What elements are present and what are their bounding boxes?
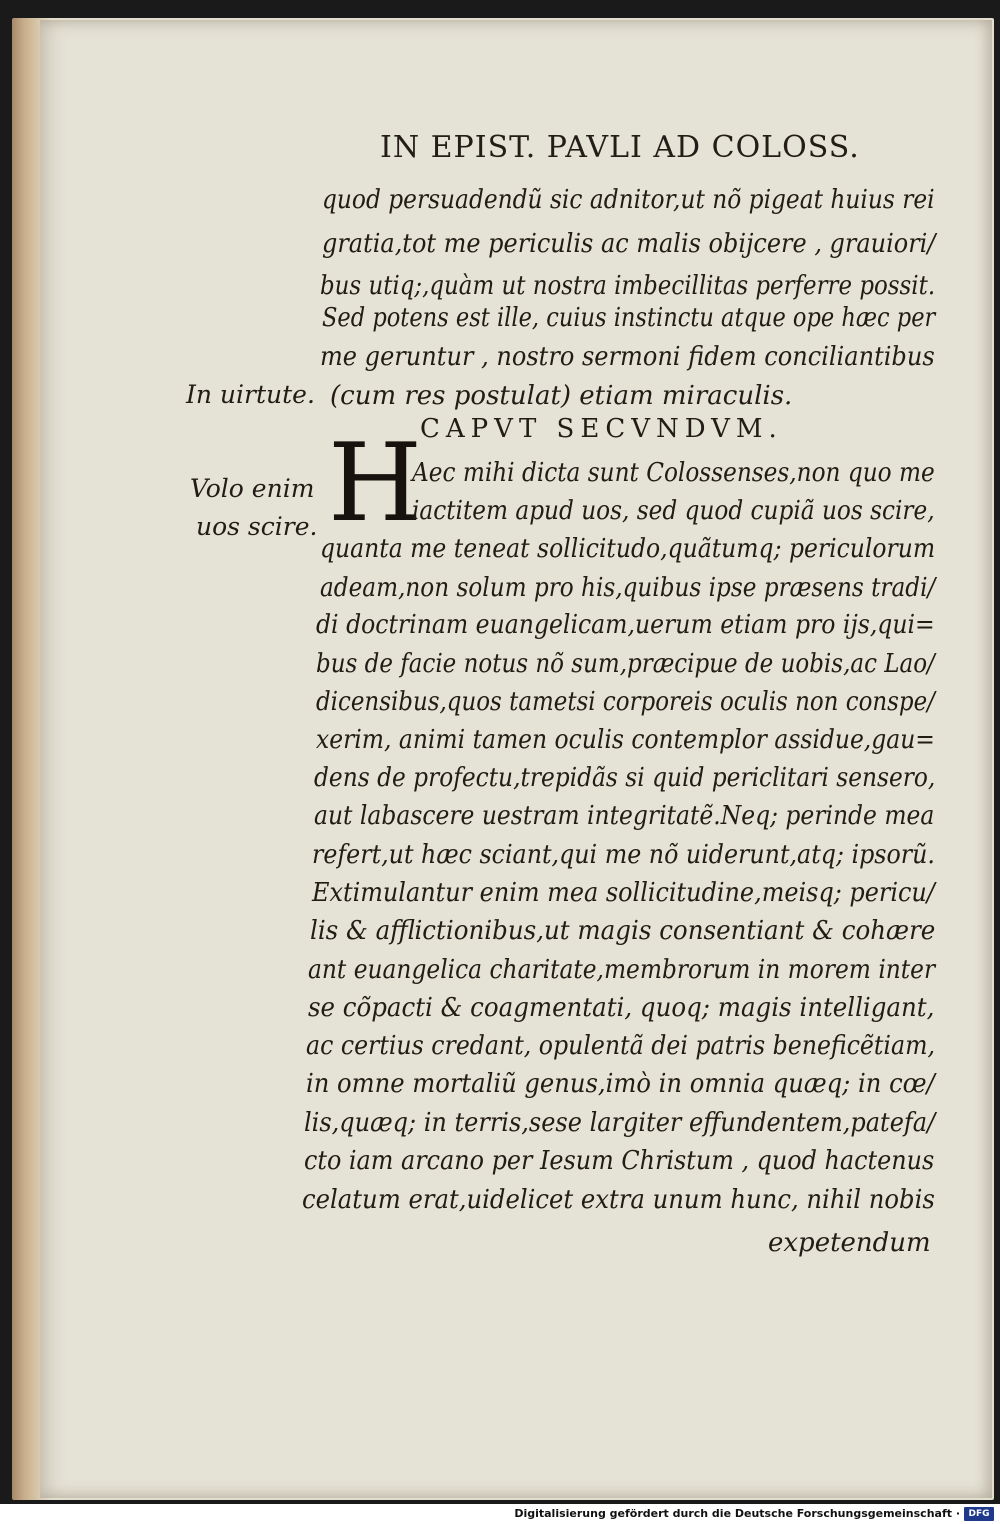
drop-cap: H [328,421,423,546]
dfg-logo: DFG [964,1507,994,1521]
text-line: gratia,tot me periculis ac malis obijcere , grauiori/ [322,229,936,259]
text-line: xerim, animi tamen oculis contemplor assidue,gau= [316,725,935,755]
text-line: di doctrinam euangelicam,uerum etiam pro ijs,qui= [316,610,935,640]
text-line: lis,quæq; in terris,sese largiter effundentem,patefa/ [304,1108,936,1138]
digitization-footer [0,1504,1000,1524]
text-line: ac certius credant, opulentã dei patris beneficẽtiam, [306,1031,935,1061]
text-line: se cõpacti & coagmentati, quoq; magis intelligant, [308,993,935,1023]
text-line: quod persuadendũ sic adnitor,ut nõ pigeat huius rei [322,185,935,215]
text-line: dens de profectu,trepidãs si quid periclitari sensero, [314,763,936,793]
text-line: refert,ut hæc sciant,qui me nõ uiderunt,atq; ipsorũ. [312,840,935,870]
text-line: Aec mihi dicta sunt Colossenses,non quo me [412,458,935,488]
text-line: adeam,non solum pro his,quibus ipse præsens tradi/ [320,573,936,603]
text-line: aut labascere uestram integritatẽ.Neq; perinde mea [314,801,935,831]
running-header: IN EPIST. PAVLI AD COLOSS. [380,130,860,165]
text-line: dicensibus,quos tametsi corporeis oculis non conspe/ [316,687,935,717]
margin-note: In uirtute. [186,380,315,409]
margin-note: uos scire. [196,512,318,541]
catchword: expetendum [768,1228,931,1258]
text-line: bus de facie notus nõ sum,præcipue de uobis,ac Lao/ [316,649,935,679]
text-line: bus utiq;,quàm ut nostra imbecillitas perferre possit. [320,271,936,301]
text-line: Extimulantur enim mea sollicitudine,meisq; pericu/ [312,878,935,908]
footer-credit: Digitalisierung gefördert durch die Deutsche Forschungsgemeinschaft · [514,1507,960,1520]
text-line: in omne mortaliũ genus,imò in omnia quæq; in cœ/ [306,1069,935,1099]
text-line: quanta me teneat sollicitudo,quãtumq; periculorum [320,534,936,564]
text-line: celatum erat,uidelicet extra unum hunc, nihil nobis [302,1185,935,1215]
text-line: lis & afflictionibus,ut magis consentiant & cohære [310,916,936,946]
margin-note: Volo enim [190,474,315,503]
text-line: iactitem apud uos, sed quod cupiã uos scire, [412,496,935,526]
text-line: (cum res postulat) etiam miraculis. [330,381,793,411]
text-line: cto iam arcano per Iesum Christum , quod hactenus [304,1146,935,1176]
text-line: Sed potens est ille, cuius instinctu atque ope hæc per [322,303,936,333]
chapter-heading: CAPVT SECVNDVM. [420,414,783,444]
text-line: ant euangelica charitate,membrorum in morem inter [308,955,936,985]
text-line: me geruntur , nostro sermoni fidem conciliantibus [320,342,935,372]
